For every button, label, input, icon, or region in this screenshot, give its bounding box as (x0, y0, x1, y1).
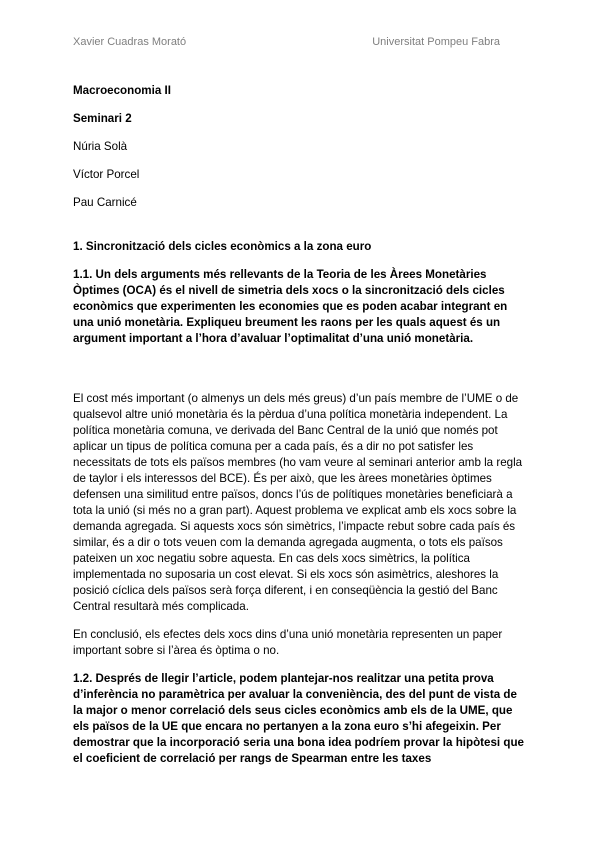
course-title: Macroeconomia II (73, 84, 171, 97)
question-1-2: 1.2. Després de llegir l’article, podem plantejar-nos realitzar una petita prova d’inferència no paramètrica per avaluar la conveniència, des del punt de vista de la major o menor correlació dels seus cicles econòmics amb els de la UME, que els països de la UE que encara no pertanyen a la zona euro s’hi afegeixin. Per demostrar que la incorporació seria una bona idea podríem provar la hipòtesi que el coeficient de correlació per rangs de Spearman entre les taxes (73, 672, 524, 765)
seminar-title: Seminari 2 (73, 112, 132, 125)
header-author: Xavier Cuadras Morató (73, 36, 187, 48)
answer-paragraph: El cost més important (o almenys un dels més greus) d’un país membre de l’UME o de qualsevol altre unió monetària és la pèrdua d’una política monetària independent. La política monetària comuna, ve derivada del Banc Central de la unió que només pot aplicar un tipus de política comuna per a cada país, és a dir no pot satisfer les necessitats de tots els països membres (ho vam veure al seminari anterior amb la regla de taylor i els interessos del BCE). És per això, que les àrees monetàries òptimes defensen una similitud entre països, doncs l’ús de polítiques monetàries beneficiarà a tota la unió (si més no a gran part). Aquest problema ve explicat amb els xocs sobre la demanda agregada. Si aquests xocs són simètrics, l’impacte rebut sobre cada país és similar, és a dir o tots veuen com la demanda agregada augmenta, o tots els països pateixen un xoc negatiu sobre aquesta. En cas dels xocs simètrics, la política implementada no suposaria un cost elevat. Si els xocs són asimètrics, aleshores la posició cíclica dels països serà força diferent, i en conseqüència la gestió del Banc Central resultarà més complicada. (73, 392, 523, 613)
page-header (73, 36, 500, 50)
document-body (73, 83, 525, 767)
author-name: Víctor Porcel (73, 168, 140, 181)
author-name: Pau Carnicé (73, 196, 137, 209)
author-list (73, 139, 525, 211)
question-1-1: 1.1. Un dels arguments més rellevants de la Teoria de les Àrees Monetàries Òptimes (OCA) és el nivell de simetria dels xocs o la sincronització dels cicles econòmics que experimenten les economies que es poden acabar integrant en una unió monetària. Expliqueu breument les raons per les quals aquest és un argument important a l’hora d’avaluar l’optimalitat d’una unió monetària. (73, 268, 508, 345)
header-institution: Universitat Pompeu Fabra (372, 36, 500, 48)
section-heading: 1. Sincronització dels cicles econòmics a la zona euro (73, 240, 372, 253)
author-name: Núria Solà (73, 140, 128, 153)
conclusion-paragraph: En conclusió, els efectes dels xocs dins d’una unió monetària representen un paper important sobre si l’àrea és òptima o no. (73, 628, 503, 657)
